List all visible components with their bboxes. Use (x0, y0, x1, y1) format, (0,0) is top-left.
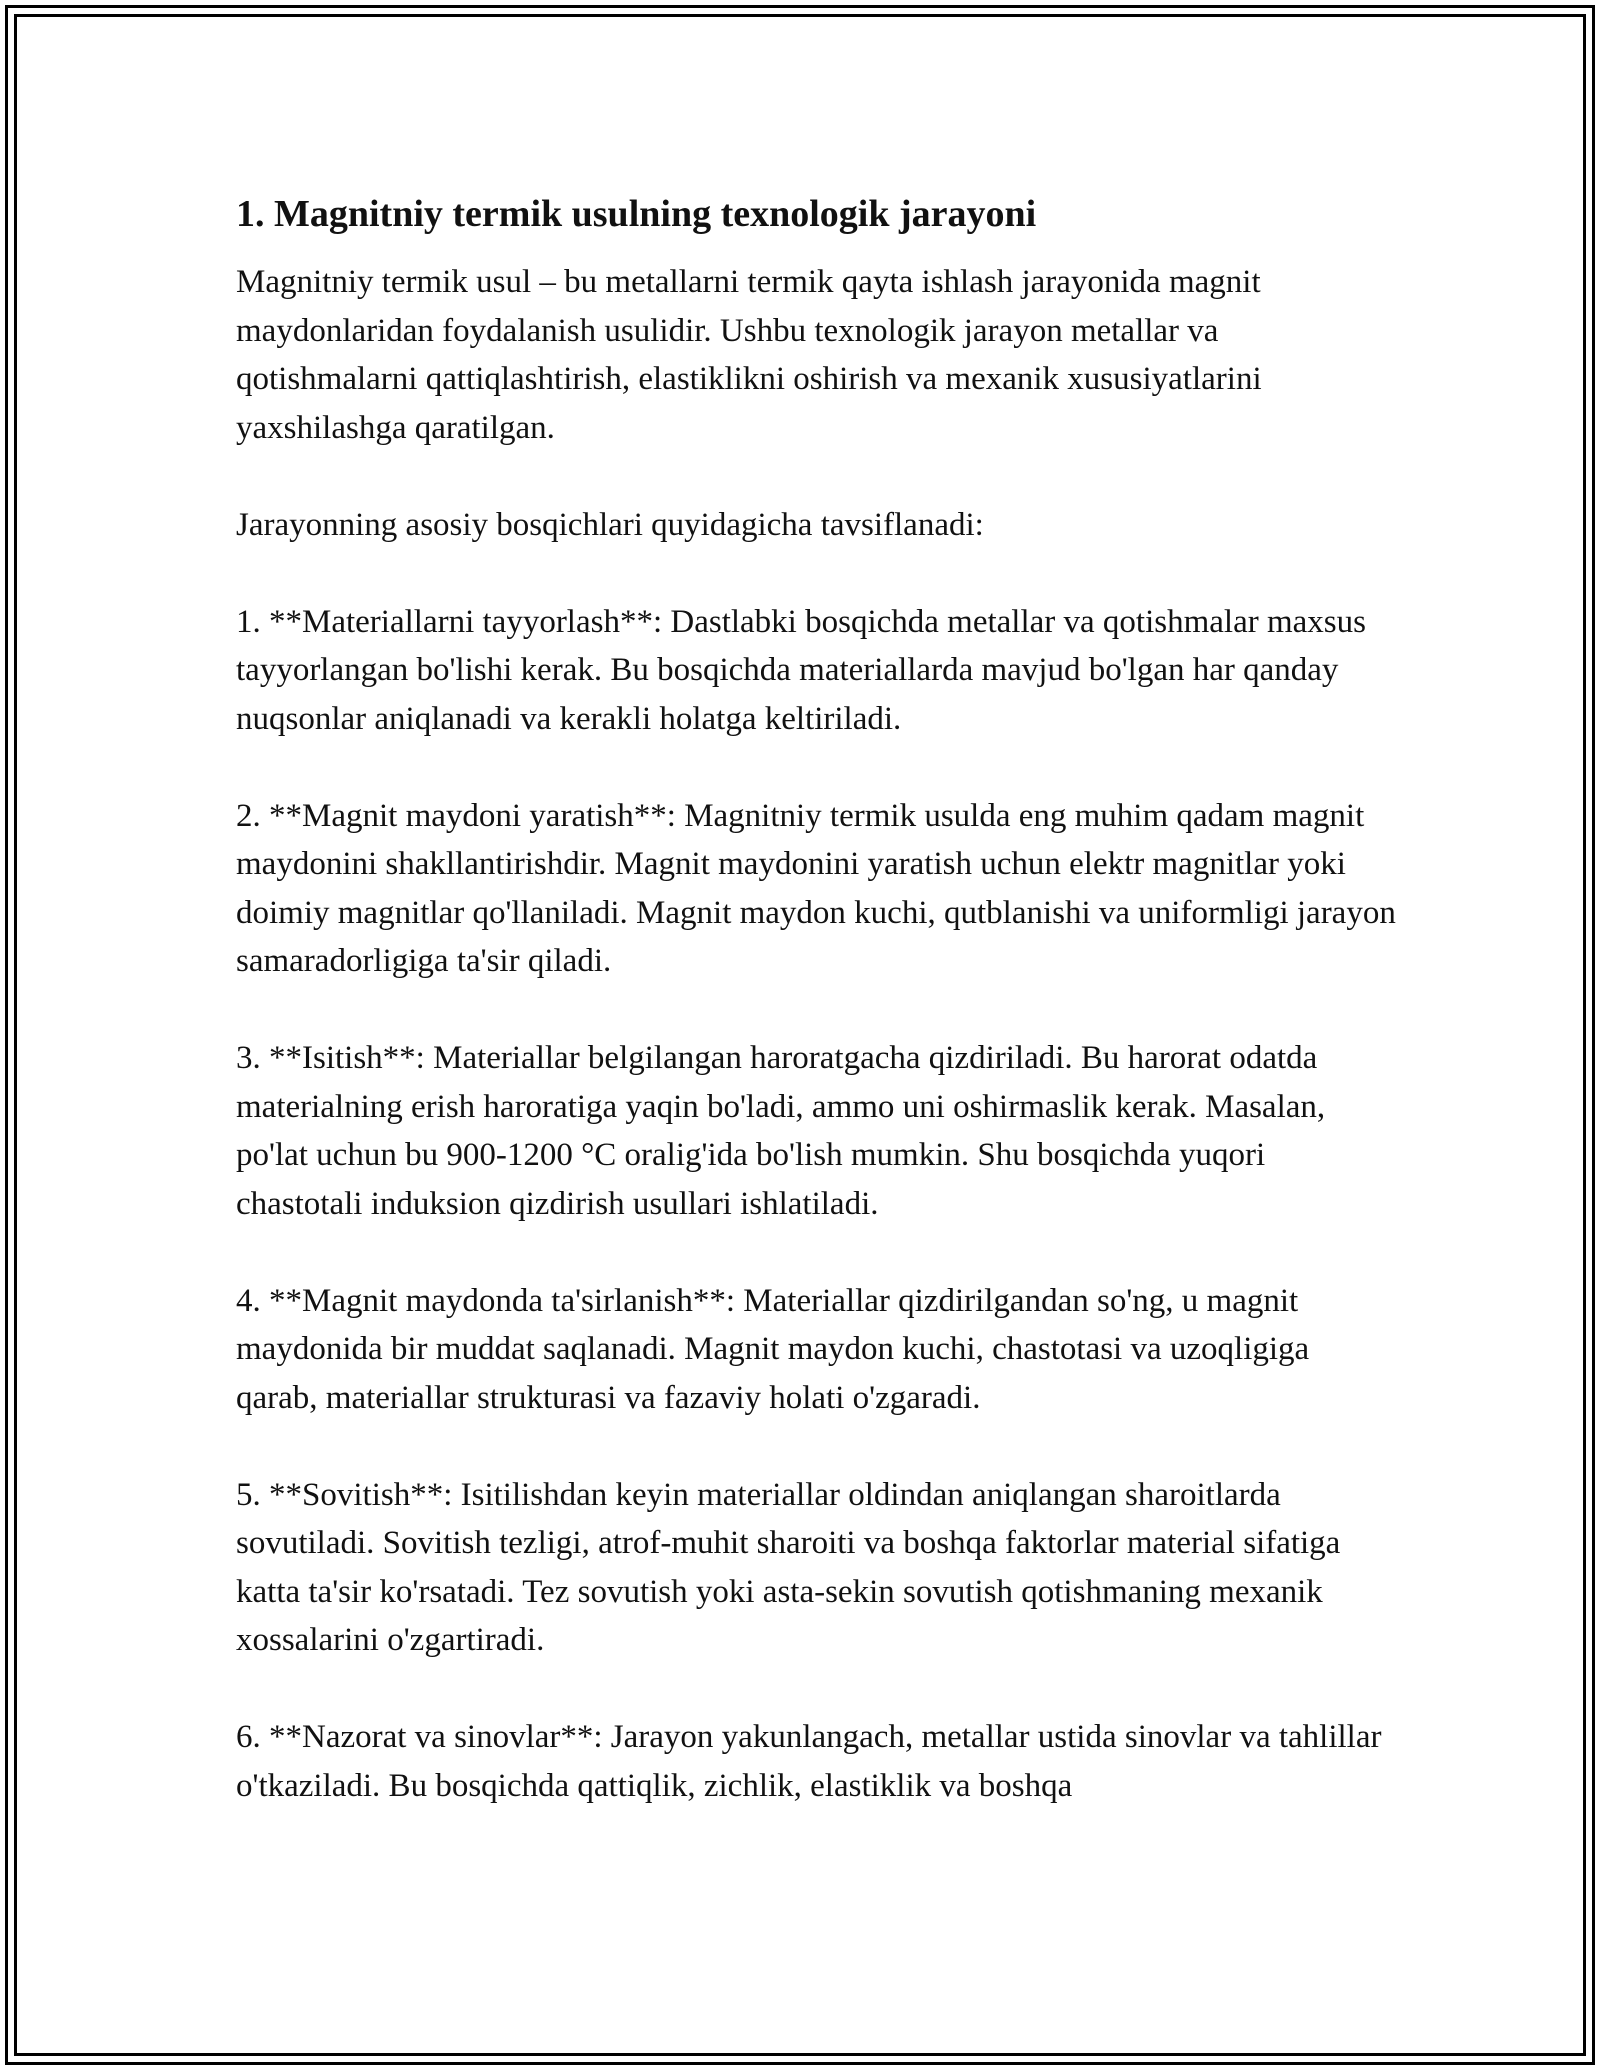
intro-paragraph: Magnitniy termik usul – bu metallarni termik qayta ishlash jarayonida magnit maydonlaridan foydalanish usulidir. Ushbu texnologik jarayon metallar va qotishmalarni qattiqlashtirish, elastiklikni oshirish va mexanik xususiyatlarini yaxshilashga qaratilgan. (236, 264, 1262, 446)
stage-5-paragraph: 5. **Sovitish**: Isitilishdan keyin materiallar oldindan aniqlangan sharoitlarda sovutiladi. Sovitish tezligi, atrof-muhit sharoiti va boshqa faktorlar material sifatiga katta ta'sir ko'rsatadi. Tez sovutish yoki asta-sekin sovutish qotishmaning mexanik xossalarini o'zgartiradi. (236, 1476, 1341, 1658)
stage-3-paragraph: 3. **Isitish**: Materiallar belgilangan haroratgacha qizdiriladi. Bu harorat odatda materialning erish haroratiga yaqin bo'ladi, ammo uni oshirmaslik kerak. Masalan, po'lat uchun bu 900-1200 °C oralig'ida bo'lish mumkin. Shu bosqichda yuqori chastotali induksion qizdirish usullari ishlatiladi. (236, 1040, 1326, 1222)
stage-1-paragraph: 1. **Materiallarni tayyorlash**: Dastlabki bosqichda metallar va qotishmalar maxsus tayyorlangan bo'lishi kerak. Bu bosqichda materiallarda mavjud bo'lgan har qanday nuqsonlar aniqlanadi va kerakli holatga keltiriladi. (236, 603, 1366, 737)
document-body (236, 188, 1396, 1859)
stage-6-paragraph: 6. **Nazorat va sinovlar**: Jarayon yakunlangach, metallar ustida sinovlar va tahlillar o'tkaziladi. Bu bosqichda qattiqlik, zichlik, elastiklik va boshqa (236, 1719, 1382, 1804)
stages-intro-paragraph: Jarayonning asosiy bosqichlari quyidagicha tavsiflanadi: (236, 506, 984, 543)
stage-2-paragraph: 2. **Magnit maydoni yaratish**: Magnitniy termik usulda eng muhim qadam magnit maydonini shakllantirishdir. Magnit maydonini yaratish uchun elektr magnitlar yoki doimiy magnitlar qo'llaniladi. Magnit maydon kuchi, qutblanishi va uniformligi jarayon samaradorligiga ta'sir qiladi. (236, 797, 1396, 979)
stage-4-paragraph: 4. **Magnit maydonda ta'sirlanish**: Materiallar qizdirilgandan so'ng, u magnit maydonida bir muddat saqlanadi. Magnit maydon kuchi, chastotasi va uzoqligiga qarab, materiallar strukturasi va fazaviy holati o'zgaradi. (236, 1282, 1310, 1416)
document-title: 1. Magnitniy termik usulning texnologik jarayoni (236, 193, 1037, 235)
